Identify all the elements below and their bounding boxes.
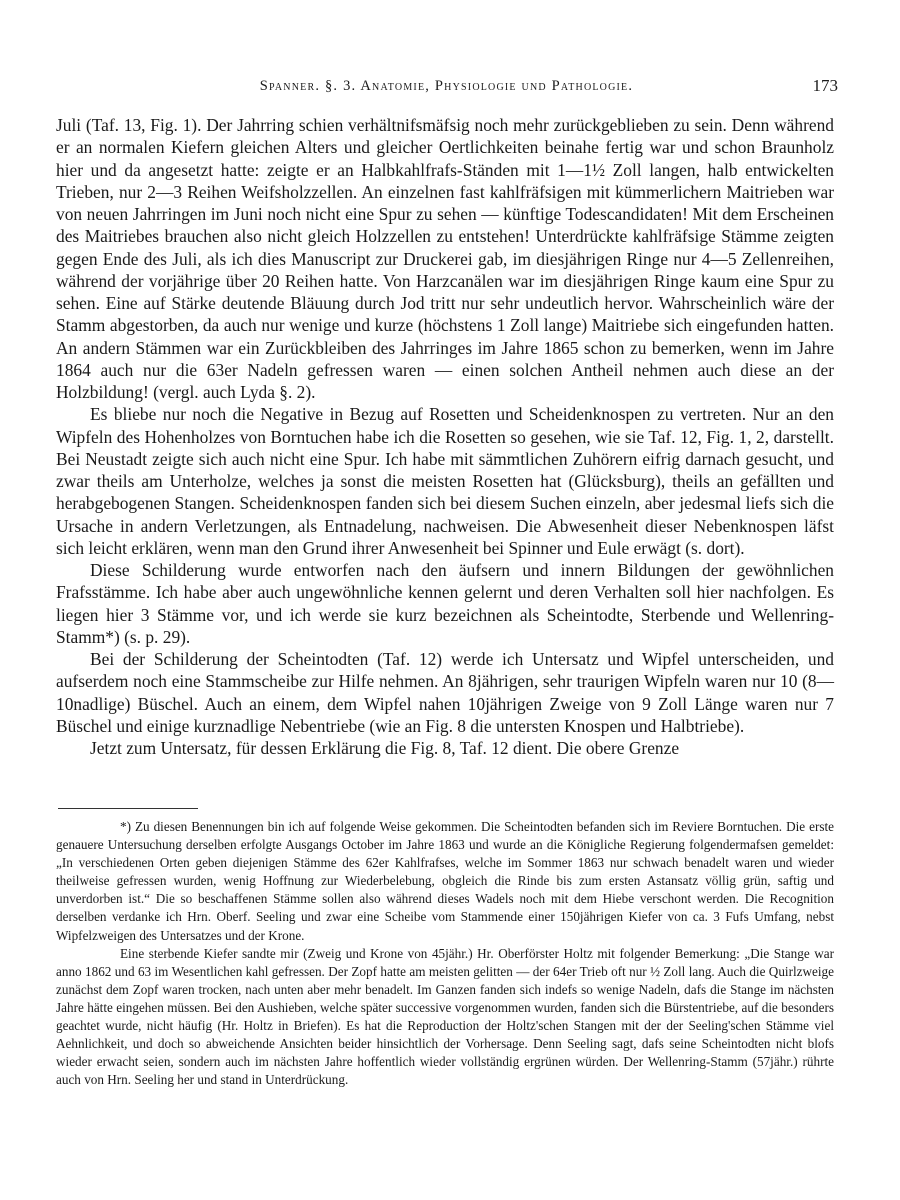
footnotes [56,818,834,1089]
footnote-separator [58,808,198,809]
paragraph: Es bliebe nur noch die Negative in Bezug auf Rosetten und Scheidenknospen zu vertreten. Nur an den Wipfeln des Hohenholzes von Borntuchen habe ich die Rosetten so gesehen, wie sie Taf. 12, Fig. 1, 2, darstellt. Bei Neustadt zeigte sich auch nicht eine Spur. Ich habe mit sämmtlichen Zuhörern eifrig darnach gesucht, und zwar theils am Unterholze, welches ja sonst die meisten Rosetten hat (Glücksburg), theils an gefällten und herabgebogenen Stangen. Scheidenknospen fanden sich bei diesem Suchen einzeln, aber jedesmal liefs sich die Ursache in andern Verletzungen, als Entnadelung, nachweisen. Die Abwesenheit dieser Nebenknospen läfst sich leicht erklären, wenn man den Grund ihrer Anwesenheit bei Spinner und Eule erwägt (s. dort). [56,404,834,558]
running-head [55,78,838,102]
paragraph: Diese Schilderung wurde entworfen nach den äufsern und innern Bildungen der gewöhnlichen Frafsstämme. Ich habe aber auch ungewöhnliche kennen gelernt und deren Verhalten soll hier nachfolgen. Es liegen hier 3 Stämme vor, und ich werde sie kurz bezeichnen als Scheintodte, Sterbende und Wellenring-Stamm*) (s. p. 29). [56,560,834,647]
running-head-title: Spanner. §. 3. Anatomie, Physiologie und Pathologie. [259,78,634,94]
page-number: 173 [812,76,838,95]
footnote: *) Zu diesen Benennungen bin ich auf folgende Weise gekommen. Die Scheintodten befanden sich im Reviere Borntuchen. Die erste genauere Untersuchung derselben erfolgte Ausgangs October im Jahre 1863 und wurde an die Königliche Regierung folgendermafsen gemeldet: „In verschiedenen Orten geben diejenigen Stämme des 62er Kahlfrafses, welche im Sommer 1863 nur schwach benadelt waren und wieder theilweise gefressen wurden, wenig Hoffnung zur Wiederbelebung, obgleich die Rinde bis zum ersten Astansatz völlig grün, saftig und unverdorben ist.“ Die so beschaffenen Stämme sollen also während dieses Wadels noch mit dem Hiebe verschont werden. Die Recognition derselben verdanke ich Hrn. Oberf. Seeling und zwar eine Scheibe vom Stammende einer 150jährigen Kiefer von ca. 3 Fufs Umfang, nebst Wipfelzweigen des Untersatzes und der Krone. [56,819,834,943]
paragraph: Jetzt zum Untersatz, für dessen Erklärung die Fig. 8, Taf. 12 dient. Die obere Grenze [90,738,680,758]
paragraph: Bei der Schilderung der Scheintodten (Taf. 12) werde ich Untersatz und Wipfel unterscheiden, und aufserdem noch eine Stammscheibe zur Hilfe nehmen. An 8jährigen, sehr traurigen Wipfeln waren nur 10 (8—10nadlige) Büschel. Auch an einem, dem Wipfel nahen 10jährigen Zweige von 9 Zoll Länge waren nur 7 Büschel und einige kurznadlige Nebentriebe (wie an Fig. 8 die untersten Knospen und Halbtriebe). [56,649,834,736]
footnote: Eine sterbende Kiefer sandte mir (Zweig und Krone von 45jähr.) Hr. Oberförster Holtz mit folgender Bemerkung: „Die Stange war anno 1862 und 63 im Wesentlichen kahl gefressen. Der Zopf hatte am meisten gelitten — der 64er Trieb oft nur ½ Zoll lang. Auch die Quirlzweige zunächst dem Zopf waren trocken, nach unten aber mehr benadelt. Im Ganzen fanden sich indefs so wenige Nadeln, dafs die Stange im nächsten Jahre hätte eingehen müssen. Bei den Aushieben, welche später successive vorgenommen wurden, fanden sich die Bürstentriebe, auf die besonders geachtet wurde, nicht häufig (Hr. Holtz in Briefen). Es hat die Reproduction der Holtz'schen Stangen mit der der Seeling'schen Stämme viel Aehnlichkeit, und doch so abweichende Ansichten beider hinsichtlich der Vorhersage. Denn Seeling sagt, dafs seine Scheintodten nicht blofs wieder erwacht seien, sondern auch im nächsten Jahre hoffentlich wieder vollständig ergrünen würden. Der Wellenring-Stamm (57jähr.) rührte auch von Hrn. Seeling her und stand in Unterdrückung. [56,945,834,1088]
main-text [56,114,834,759]
paragraph: Juli (Taf. 13, Fig. 1). Der Jahrring schien verhältnifsmäfsig noch mehr zurückgeblieben zu sein. Denn während er an normalen Kiefern gleichen Alters und gleicher Oertlichkeiten beinahe fertig war und schon Braunholz hier und da angesetzt hatte: zeigte er an Halbkahlfrafs-Ständen mit 1—1½ Zoll langen, halb entwickelten Trieben, nur 2—3 Reihen Weifsholzzellen. An einzelnen fast kahlfräfsigen mit kümmerlichern Maitrieben war von neuen Jahrringen im Juni noch nicht eine Spur zu sehen — künftige Todescandidaten! Mit dem Erscheinen des Maitriebes brauchen also nicht gleich Holzzellen zu entstehen! Unterdrückte kahlfräfsige Stämme zeigten gegen Ende des Juli, als ich dies Manuscript zur Druckerei gab, im diesjährigen Ringe nur 4—5 Zellenreihen, während der vorjährige über 20 Reihen hatte. Von Harzcanälen war im diesjährigen Ringe kaum eine Spur zu sehen. Eine auf Stärke deutende Bläuung durch Jod tritt nur sehr undeutlich hervor. Wahrscheinlich wäre der Stamm abgestorben, da auch nur wenige und kurze (höchstens 1 Zoll lange) Maitriebe sich eingefunden hatten. An andern Stämmen war ein Zurückbleiben des Jahrringes im Jahre 1865 schon zu bemerken, wenn im Jahre 1864 auch nur die 63er Nadeln gefressen waren — einen solchen Antheil nehmen auch diese an der Holzbildung! (vergl. auch Lyda §. 2). [56,115,834,402]
